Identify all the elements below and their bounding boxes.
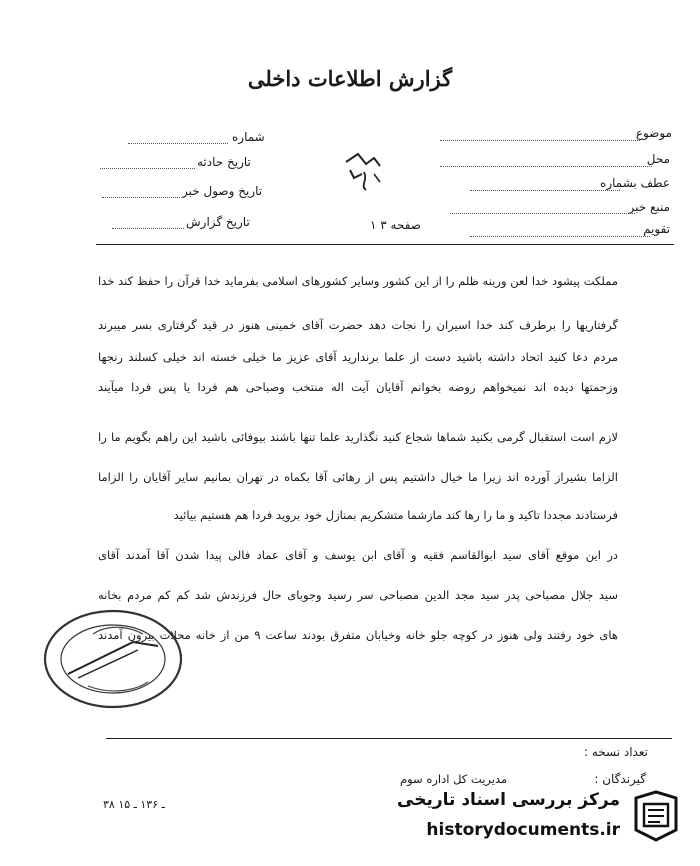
body-line: مملکت پیشود خدا لعن ورینه ظلم را از این کشور وسایر کشورهای اسلامی بفرماید خدا قرآن را حفظ کند خدا [98,274,618,288]
incident-date-label: تاریخ حادثه [197,155,251,169]
location-label: محل [646,152,670,166]
copies-label: تعداد نسخه : [583,745,648,759]
footer-divider [106,738,672,739]
watermark-logo [397,786,682,848]
body-line: مردم دعا کنید اتحاد داشته باشید دست از علما برندارید آقای عزیز ما خیلی خسته اند خیلی کسلند رنجها [98,350,618,364]
recipients-label: گیرندگان : [594,772,646,786]
body-line: الزاما بشیراز آورده اند زیرا ما خیال داشتیم پس از رهائی آقا بکماه در تهران بمانیم سایر آقایان را الزاما [98,470,618,484]
report-date-label: تاریخ گزارش [186,215,250,229]
assessment-dots [470,236,650,237]
report-date-dots [112,228,184,229]
received-date-label: تاریخ وصول خبر [182,184,263,198]
document-number: ۳۸ ـ ۱۳۶ ـ ۱۵ [103,798,165,811]
subject-label: موضوع [635,126,672,140]
archive-logo-icon [630,790,682,842]
watermark-url: historydocuments.ir [426,820,620,840]
assessment-label: تقویم [643,222,670,236]
body-line: گرفتاریها را برطرف کند خدا اسیران را نجات دهد حضرت آقای خمینی هنوز در قید گرفتاری بسر میبرند [98,318,618,332]
body-line: در این موقع آقای سید ابوالقاسم فقیه و آقای ابن یوسف و آقای عماد فالی پیدا شدن آقا آمدند آقای [98,548,618,562]
location-dots [440,166,652,167]
official-seal-icon [38,604,188,714]
body-line: لازم است استقبال گرمی بکنید شماها شجاع کنید نگذارید علما تنها باشند بیوفائی باشید این راهم بگویم ما را [98,430,618,444]
incident-date-dots [100,168,195,169]
number-dots [128,143,228,144]
watermark-org-name: مرکز بررسی اسناد تاریخی [397,790,620,810]
source-label: منبع خبر [628,200,670,214]
received-date-dots [102,197,180,198]
number-label: شماره [232,130,265,144]
handwritten-mark-icon [340,148,390,194]
page-number: صفحه ۳ ۱ [370,218,421,232]
report-title: گزارش اطلاعات داخلی [247,66,453,91]
body-line: فرستادند مجددا تاکید و ما را رها کند مازشما متشکریم بمنازل خود بروید فردا هم هستیم بیائید [173,508,618,522]
body-line: سید جلال مصباحی پدر سید مجد الدین مصباحی سر رسید وجوبای حال فرزندش شد کم کم مردم بخانه [98,588,618,602]
recipients-value: مدیریت کل اداره سوم [400,772,508,786]
header-divider [96,244,674,245]
subject-dots [440,140,640,141]
source-dots [450,213,635,214]
reference-label: عطف بشماره [600,176,670,190]
body-line: وزحمتها دیده اند نمیخواهم روضه بخوانم آقایان آیت اله منتخب وصباحی هم فردا یا پس فردا میآیند [98,380,618,394]
body-line: های خود رفتند ولی هنوز در کوچه جلو خانه وخیابان متفرق بودند ساعت ۹ من از خانه محلات بیرون آمدند [98,628,618,642]
reference-dots [470,190,620,191]
